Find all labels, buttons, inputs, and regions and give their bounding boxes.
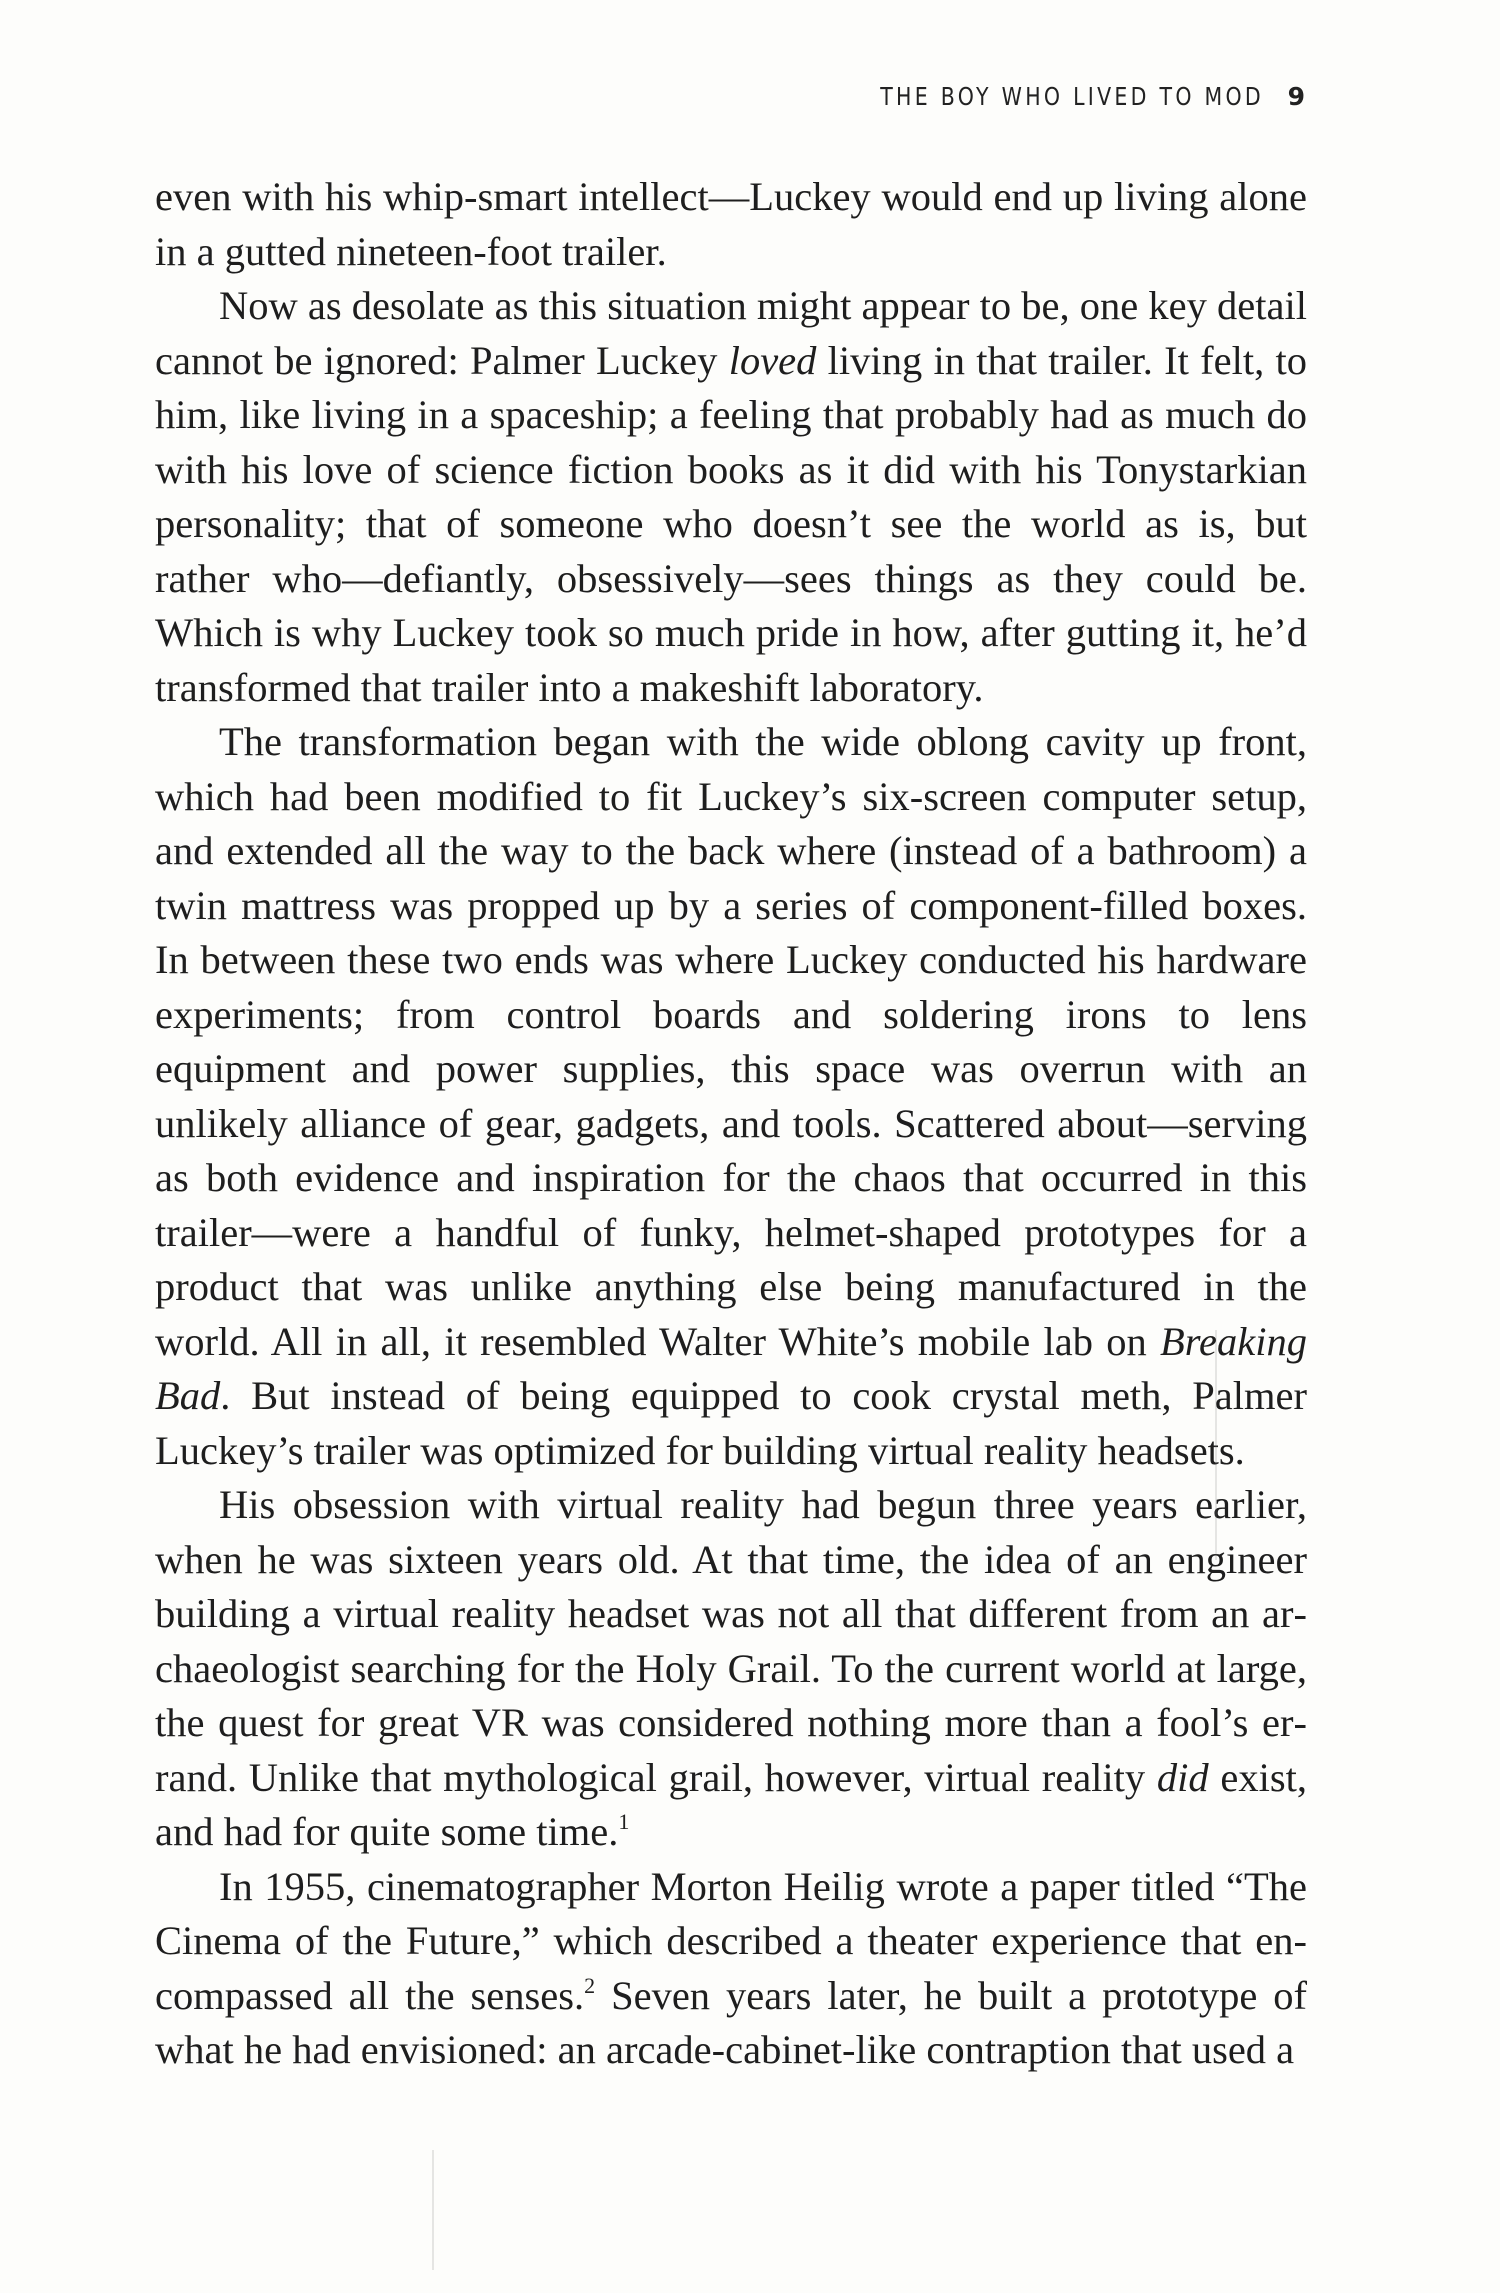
text-run: The transformation began with the wide oblong cavity up front, which had been modified to fit Luckey’s six-screen computer setup, and extended all the way to the back where (instead of a bathroom) a twin mattress was propped up by a series of component-filled boxes. In between these two ends was where Luckey conducted his hardware experiments; from control boards and soldering irons to lens equipment and power supplies, this space was overrun with an unlikely alliance of gear, gadgets, and tools. Scattered about—serving as both evidence and inspiration for the chaos that occurred in this trailer—were a handful of funky, helmet-shaped prototypes for a product that was unlike anything else being manufactured in the world. All in all, it resembled Walter White’s mobile lab on [155, 719, 1307, 1364]
body-text [155, 170, 1307, 2078]
text-run: Seven years later, he built a prototype of what he had envisioned: an arcade-cabinet-like contraption that used a [155, 1972, 1307, 2072]
text-run: In 1955, cinematographer Morton Heilig wrote a paper titled “The Cinema of the Future,” which described a theater experience that encompassed all the senses. [155, 1863, 1307, 2018]
text-run: living in that trailer. It felt, to him, like living in a spaceship; a feeling that probably had as much do with his love of science fiction books as it did with his Tonystarkian personality; that of someone who doesn’t see the world as is, but rather who—defiantly, obsessively—sees things as they could be. Which is why Luckey took so much pride in how, after gutting it, he’d transformed that trailer into a makeshift laboratory. [155, 337, 1307, 710]
text-run: His obsession with virtual reality had begun three years earlier, when he was sixteen years old. At that time, the idea of an engineer building a virtual reality headset was not all that different from an archaeologist searching for the Holy Grail. To the current world at large, the quest for great VR was considered nothing more than a fool’s errand. Unlike that mythological grail, however, virtual reality [155, 1482, 1307, 1800]
footnote-marker: 2 [584, 1972, 596, 1998]
running-head-title: THE BOY WHO LIVED TO MOD [879, 82, 1264, 111]
text-run: . But instead of being equipped to cook crystal meth, Palmer Luckey’s trailer was optimized for building virtual reality headsets. [155, 1373, 1307, 1473]
italic-text: Breaking Bad [155, 1318, 1307, 1418]
text-run: Now as desolate as this situation might appear to be, one key detail cannot be ignored: Palmer Luckey [155, 283, 1307, 383]
paragraph [155, 715, 1307, 1478]
paragraph [155, 1860, 1307, 2078]
italic-text: loved [728, 337, 817, 383]
page-number: 9 [1287, 82, 1305, 111]
running-head [796, 82, 1305, 111]
text-run: even with his whip-smart intellect—Luckey would end up living alone in a gutted nineteen-foot trailer. [155, 174, 1307, 274]
scan-artifact-line [1215, 1330, 1217, 1560]
paragraph [155, 279, 1307, 715]
scan-artifact-line [432, 2150, 434, 2270]
footnote-marker: 1 [618, 1809, 630, 1834]
paragraph [155, 170, 1307, 279]
text-run: exist, and had for quite some time. [155, 1754, 1307, 1854]
paragraph [155, 1478, 1307, 1860]
italic-text: did [1156, 1754, 1209, 1800]
